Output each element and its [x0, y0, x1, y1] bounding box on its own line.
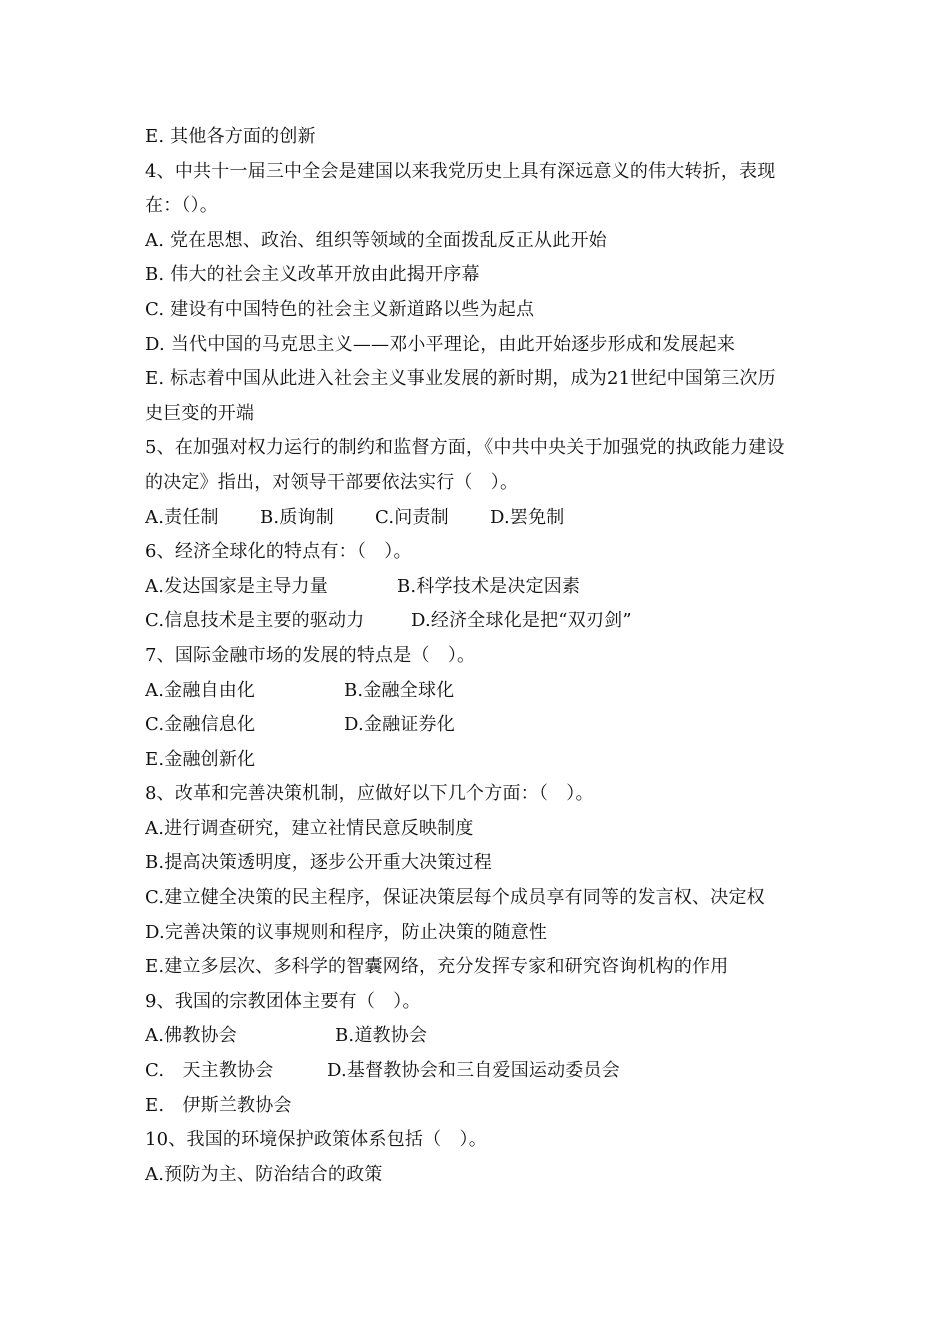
q6-stem: 6、经济全球化的特点有：（ ）。 — [145, 541, 412, 563]
q10-option-a: A.预防为主、防治结合的政策 — [145, 1163, 383, 1185]
q9-option-a: A.佛教协会 — [145, 1025, 237, 1047]
q4-stem-line-1: 4、中共十一届三中全会是建国以来我党历史上具有深远意义的伟大转折，表现 — [145, 160, 776, 182]
q7-stem: 7、国际金融市场的发展的特点是（ ）。 — [145, 644, 476, 666]
q6-option-d: D.经济全球化是把“双刃剑” — [411, 610, 632, 632]
q8-option-a: A.进行调查研究，建立社情民意反映制度 — [145, 817, 474, 839]
q4-stem-line-2: 在：（）。 — [145, 195, 218, 217]
q6-options-row-2 — [145, 604, 815, 639]
q9-options-row-2 — [145, 1054, 815, 1089]
q7-options-row-2 — [145, 708, 815, 743]
q5-stem-line-2: 的决定》指出，对领导干部要依法实行（ ）。 — [145, 471, 519, 493]
q7-option-e: E.金融创新化 — [145, 748, 256, 770]
q9-options-row-1 — [145, 1019, 815, 1054]
q7-option-b: B.金融全球化 — [344, 679, 455, 701]
q4-option-c: C. 建设有中国特色的社会主义新道路以些为起点 — [145, 298, 535, 320]
document-body — [145, 120, 815, 1192]
q5-option-d: D.罢免制 — [490, 506, 565, 528]
q8-option-c: C.建立健全决策的民主程序，保证决策层每个成员享有同等的发言权、决定权 — [145, 887, 765, 909]
q9-stem: 9、我国的宗教团体主要有（ ）。 — [145, 990, 421, 1012]
q5-option-c: C.问责制 — [375, 506, 449, 528]
q8-option-e: E.建立多层次、多科学的智囊网络，充分发挥专家和研究咨询机构的作用 — [145, 956, 729, 978]
q9-option-e: E. 伊斯兰教协会 — [145, 1094, 292, 1116]
q9-option-c: C. 天主教协会 — [145, 1060, 274, 1082]
q7-option-a: A.金融自由化 — [145, 679, 256, 701]
q4-option-e-line-1: E. 标志着中国从此进入社会主义事业发展的新时期，成为21世纪中国第三次历 — [145, 368, 776, 390]
q5-stem-line-1: 5、在加强对权力运行的制约和监督方面，《中共中央关于加强党的执政能力建设 — [145, 437, 785, 459]
q10-stem: 10、我国的环境保护政策体系包括（ ）。 — [145, 1129, 487, 1151]
q5-option-b: B.质询制 — [260, 506, 334, 528]
q5-options-row — [145, 501, 815, 536]
q4-option-b: B. 伟大的社会主义改革开放由此揭开序幕 — [145, 264, 480, 286]
q6-options-row-1 — [145, 570, 815, 605]
q3-option-e: E. 其他各方面的创新 — [145, 126, 316, 147]
q8-option-d: D.完善决策的议事规则和程序，防止决策的随意性 — [145, 921, 548, 943]
q4-option-d: D. 当代中国的马克思主义——邓小平理论，由此开始逐步形成和发展起来 — [145, 333, 736, 355]
q8-option-b: B.提高决策透明度，逐步公开重大决策过程 — [145, 852, 492, 874]
q8-stem: 8、改革和完善决策机制，应做好以下几个方面：（ ）。 — [145, 783, 594, 805]
q9-option-b: B.道教协会 — [335, 1025, 428, 1047]
q5-option-a: A.责任制 — [145, 506, 219, 528]
q6-option-a: A.发达国家是主导力量 — [145, 575, 328, 597]
q6-option-b: B.科学技术是决定因素 — [397, 575, 581, 597]
q7-option-d: D.金融证券化 — [344, 714, 455, 736]
q4-option-e-line-2: 史巨变的开端 — [145, 402, 255, 424]
q4-option-a: A. 党在思想、政治、组织等领域的全面拨乱反正从此开始 — [145, 229, 607, 251]
q9-option-d: D.基督教协会和三自爱国运动委员会 — [327, 1060, 620, 1082]
q7-option-c: C.金融信息化 — [145, 714, 256, 736]
q6-option-c: C.信息技术是主要的驱动力 — [145, 610, 365, 632]
q7-options-row-1 — [145, 674, 815, 709]
